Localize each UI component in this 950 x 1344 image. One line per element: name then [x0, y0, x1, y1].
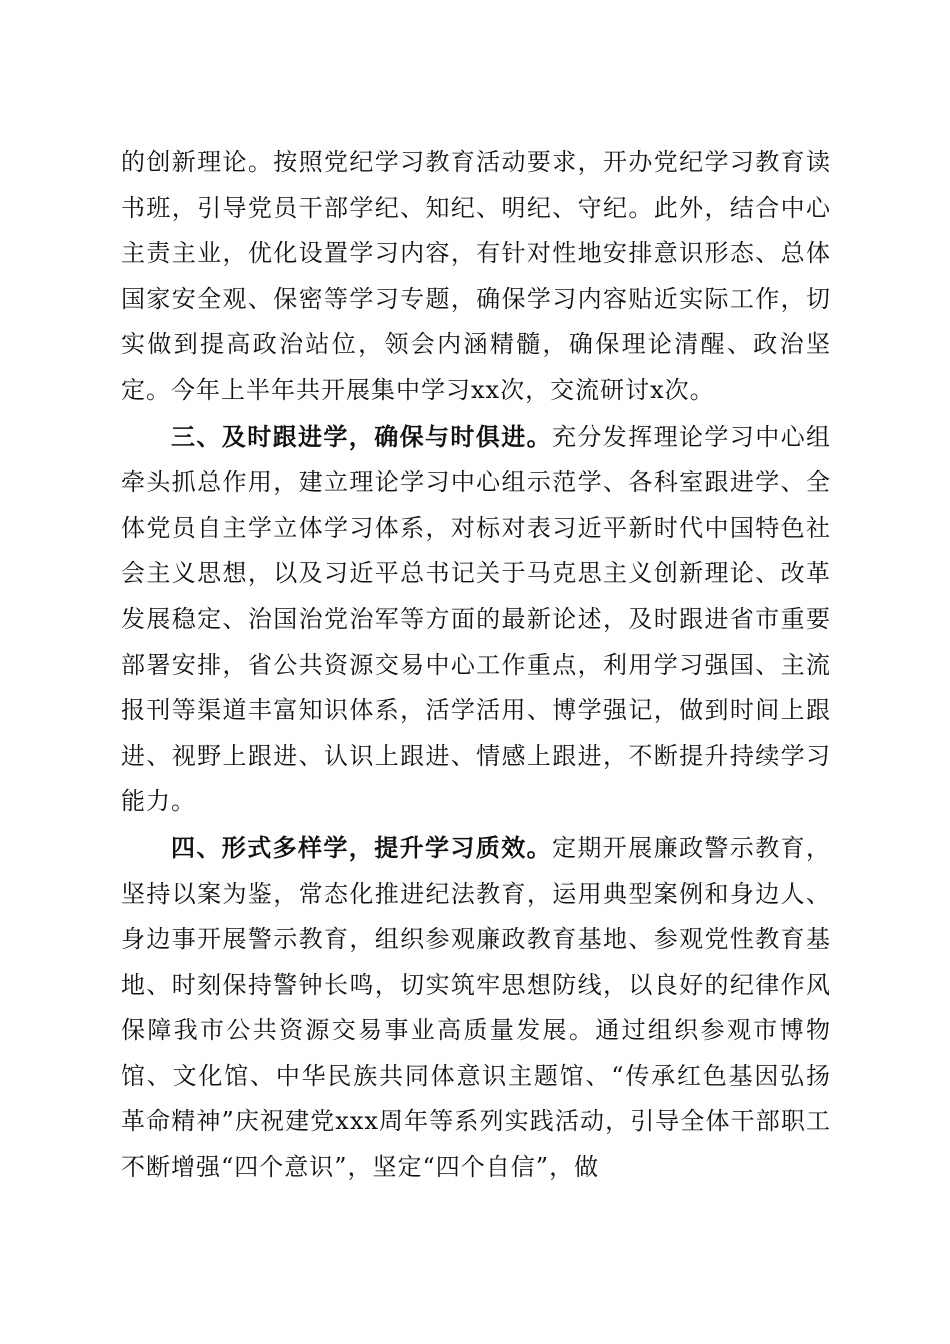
section-heading: 三、及时跟进学，确保与时俱进。	[171, 421, 552, 451]
section-heading: 四、形式多样学，提升学习质效。	[171, 832, 552, 862]
paragraph-section-four	[121, 825, 831, 1191]
paragraph-continuation	[121, 140, 831, 414]
paragraph-body: 定期开展廉政警示教育，坚持以案为鉴，常态化推进纪法教育，运用典型案例和身边人、身边事开展警示教育，组织参观廉政教育基地、参观党性教育基地、时刻保持警钟长鸣，切实筑牢思想防线，以良好的纪律作风保障我市公共资源交易事业高质量发展。通过组织参观市博物馆、文化馆、中华民族共同体意识主题馆、“传承红色基因弘扬革命精神”庆祝建党xxx周年等系列实践活动，引导全体干部职工不断增强“四个意识”，坚定“四个自信”，做	[121, 833, 831, 1182]
paragraph-body: 的创新理论。按照党纪学习教育活动要求，开办党纪学习教育读书班，引导党员干部学纪、知纪、明纪、守纪。此外，结合中心主责主业，优化设置学习内容，有针对性地安排意识形态、总体国家安全观、保密等学习专题，确保学习内容贴近实际工作，切实做到提高政治站位，领会内涵精髓，确保理论清醒、政治坚定。今年上半年共开展集中学习xx次，交流研讨x次。	[121, 148, 831, 404]
paragraph-section-three	[121, 414, 831, 825]
document-page	[121, 140, 831, 1191]
paragraph-body: 充分发挥理论学习中心组牵头抓总作用，建立理论学习中心组示范学、各科室跟进学、全体党员自主学立体学习体系，对标对表习近平新时代中国特色社会主义思想，以及习近平总书记关于马克思主义创新理论、改革发展稳定、治国治党治军等方面的最新论述，及时跟进省市重要部署安排，省公共资源交易中心工作重点，利用学习强国、主流报刊等渠道丰富知识体系，活学活用、博学强记，做到时间上跟进、视野上跟进、认识上跟进、情感上跟进，不断提升持续学习能力。	[121, 422, 831, 816]
